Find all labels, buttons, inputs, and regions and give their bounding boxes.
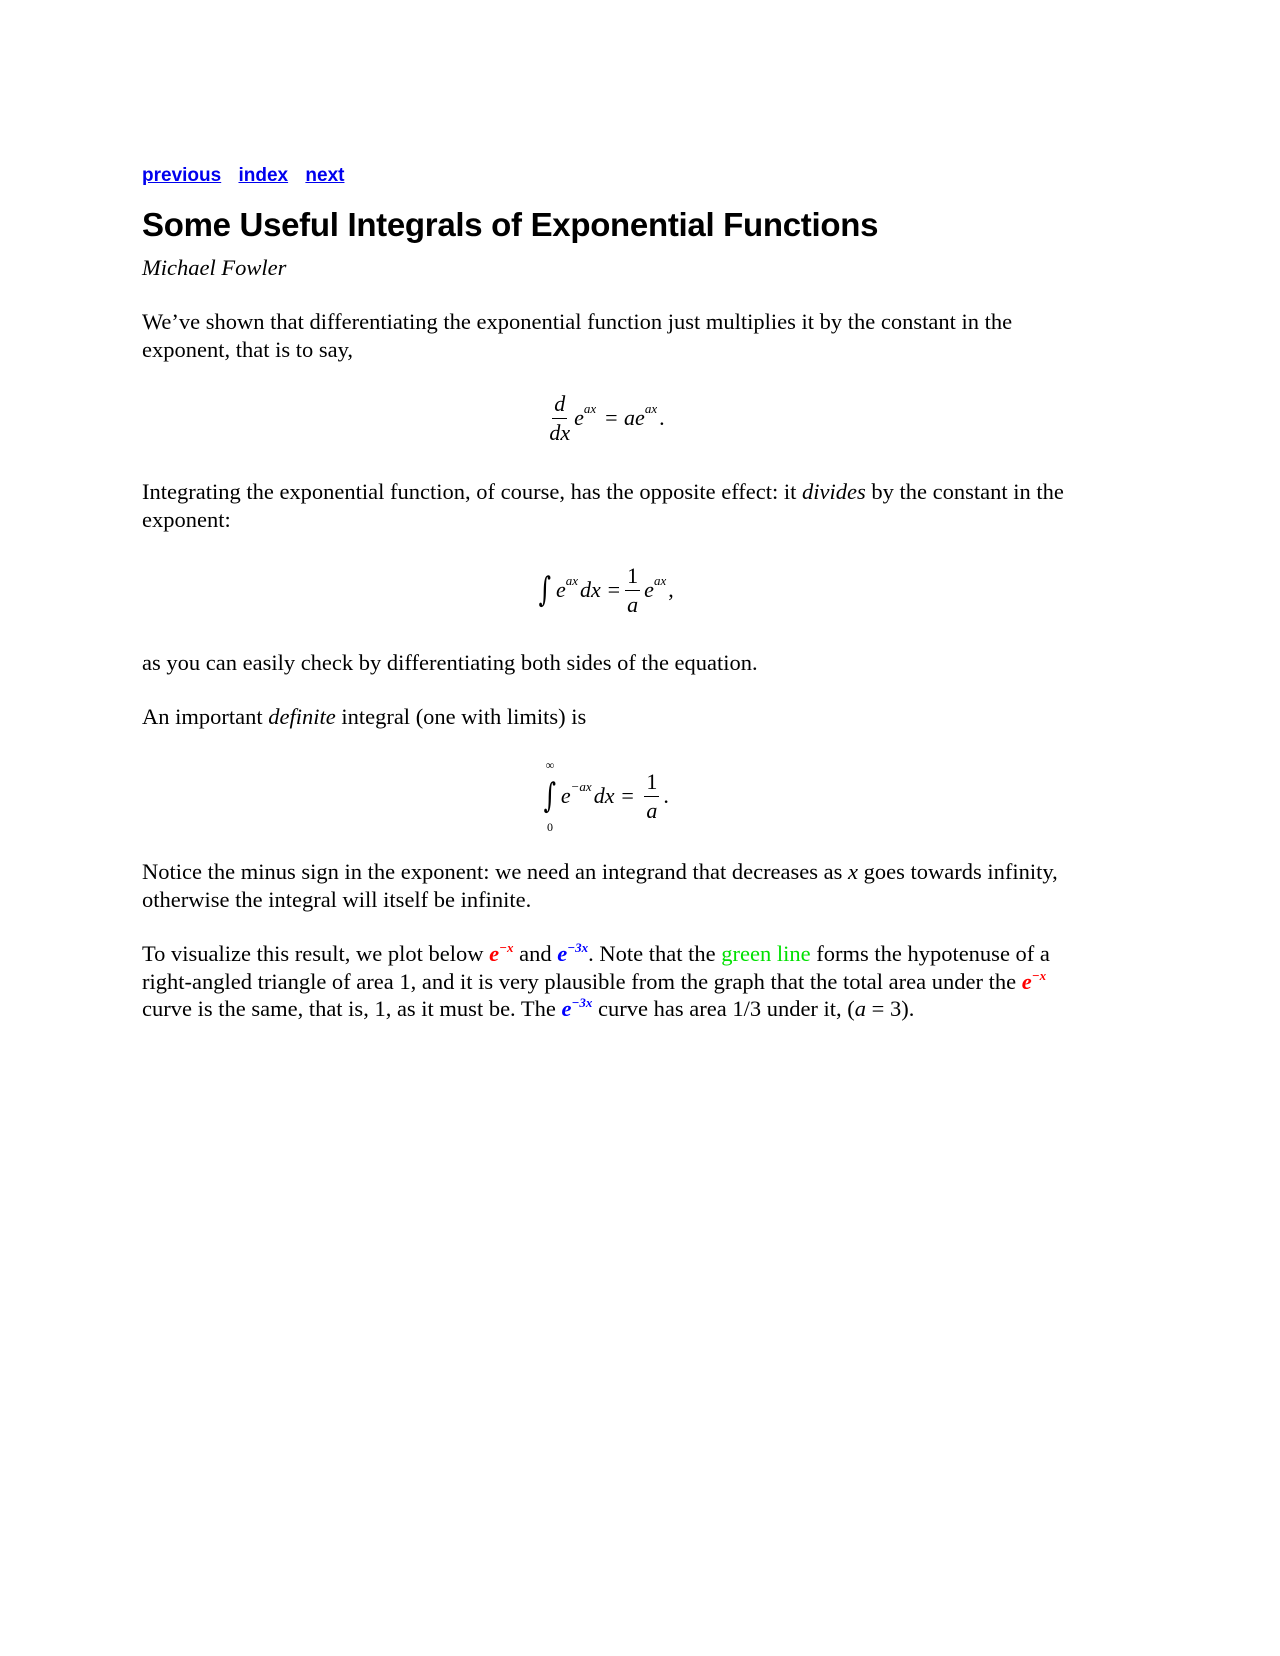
paragraph-2 [142, 478, 1077, 533]
paragraph-5 [142, 858, 1077, 913]
e-base: e [561, 996, 572, 1021]
eq2-base: e [556, 577, 566, 602]
eq2-denominator: a [627, 591, 639, 617]
p5-text-a: Notice the minus sign in the exponent: we need an integrand that decreases as [142, 859, 849, 884]
eq3-end: . [663, 783, 669, 808]
equation-derivative [0, 388, 1210, 448]
p5-x: x [848, 859, 859, 884]
eq3-exp: −ax [570, 778, 592, 794]
lower-limit: 0 [547, 820, 554, 834]
e-exponent: −3x [567, 940, 589, 955]
p6-text-d: forms the hypotenuse of a right-angled triangle of area 1, and it is very plausible from the graph that the total area under the [142, 941, 1050, 994]
paragraph-4 [142, 703, 1077, 731]
eq3-base: e [560, 783, 571, 808]
eq2-numerator: 1 [625, 562, 640, 591]
eq2-dx: dx = [580, 577, 622, 602]
equation-indefinite-integral [0, 560, 1210, 620]
p4-text-b: integral (one with limits) is [335, 704, 587, 729]
e-minus-x [489, 941, 513, 966]
e-base: e [557, 941, 568, 966]
eq1-denominator: dx [549, 419, 571, 445]
paragraph-6 [142, 940, 1077, 1023]
page-title: Some Useful Integrals of Exponential Functions [142, 206, 879, 243]
eq1-base: e [574, 405, 584, 430]
p6-text-b: and [513, 941, 558, 966]
e-exponent: −3x [571, 995, 593, 1010]
e-exponent: −x [499, 940, 514, 955]
p4-text-a: An important [142, 704, 269, 729]
e-minus-x [1022, 969, 1046, 994]
eq2-exp: ax [565, 572, 579, 588]
p5-text-b: goes towards infinity, otherwise the integral will itself be infinite. [142, 859, 1058, 912]
eq3-dx: dx = [593, 783, 635, 808]
paragraph-1: We’ve shown that differentiating the exponential function just multiplies it by the constant in the exponent, that is to say, [142, 309, 1013, 362]
equation-definite-integral [0, 756, 1210, 836]
integral-with-limits [541, 758, 559, 834]
index-link[interactable]: index [238, 165, 289, 186]
p6-text-g: curve has area 1/3 under it, ( [592, 996, 855, 1021]
integral-sign: ∫ [543, 776, 557, 816]
eq3-numerator: 1 [644, 768, 659, 797]
p6-text-a: To visualize this result, we plot below [142, 941, 490, 966]
eq2-end: , [668, 577, 674, 602]
p6-text-f: curve is the same, that is, 1, as it must be. The [142, 996, 562, 1021]
eq2-exp2: ax [653, 572, 667, 588]
p2-emphasis: divides [802, 479, 866, 504]
nav-bar [142, 164, 1077, 188]
e-base: e [1021, 968, 1032, 994]
e-exponent: −x [1031, 967, 1047, 983]
eq1-exp: ax [583, 400, 597, 416]
green-line-text: green line [721, 941, 811, 966]
previous-link[interactable]: previous [142, 165, 222, 186]
e-minus-3x [557, 941, 588, 966]
upper-limit: ∞ [545, 758, 555, 772]
eq1-end: . [659, 405, 665, 430]
paragraph-3: as you can easily check by differentiating both sides of the equation. [142, 650, 758, 675]
p6-text-h: = 3). [866, 996, 915, 1021]
author: Michael Fowler [142, 255, 287, 280]
eq3-denominator: a [646, 797, 658, 823]
p2-text-a: Integrating the exponential function, of course, has the opposite effect: it [142, 479, 803, 504]
integral-sign: ∫ [538, 570, 552, 610]
p6-text-c: . Note that the [588, 941, 722, 966]
next-link[interactable]: next [305, 165, 345, 186]
variable-a: a [854, 996, 867, 1021]
p4-emphasis: definite [268, 704, 336, 729]
e-base: e [489, 941, 500, 966]
eq1-numerator: d [552, 390, 567, 419]
e-minus-3x [562, 996, 593, 1021]
p2-text-b: by the constant in the exponent: [142, 479, 1064, 532]
eq1-rhs: = ae [603, 405, 645, 430]
eq2-base2: e [644, 577, 654, 602]
eq1-exp2: ax [644, 400, 658, 416]
